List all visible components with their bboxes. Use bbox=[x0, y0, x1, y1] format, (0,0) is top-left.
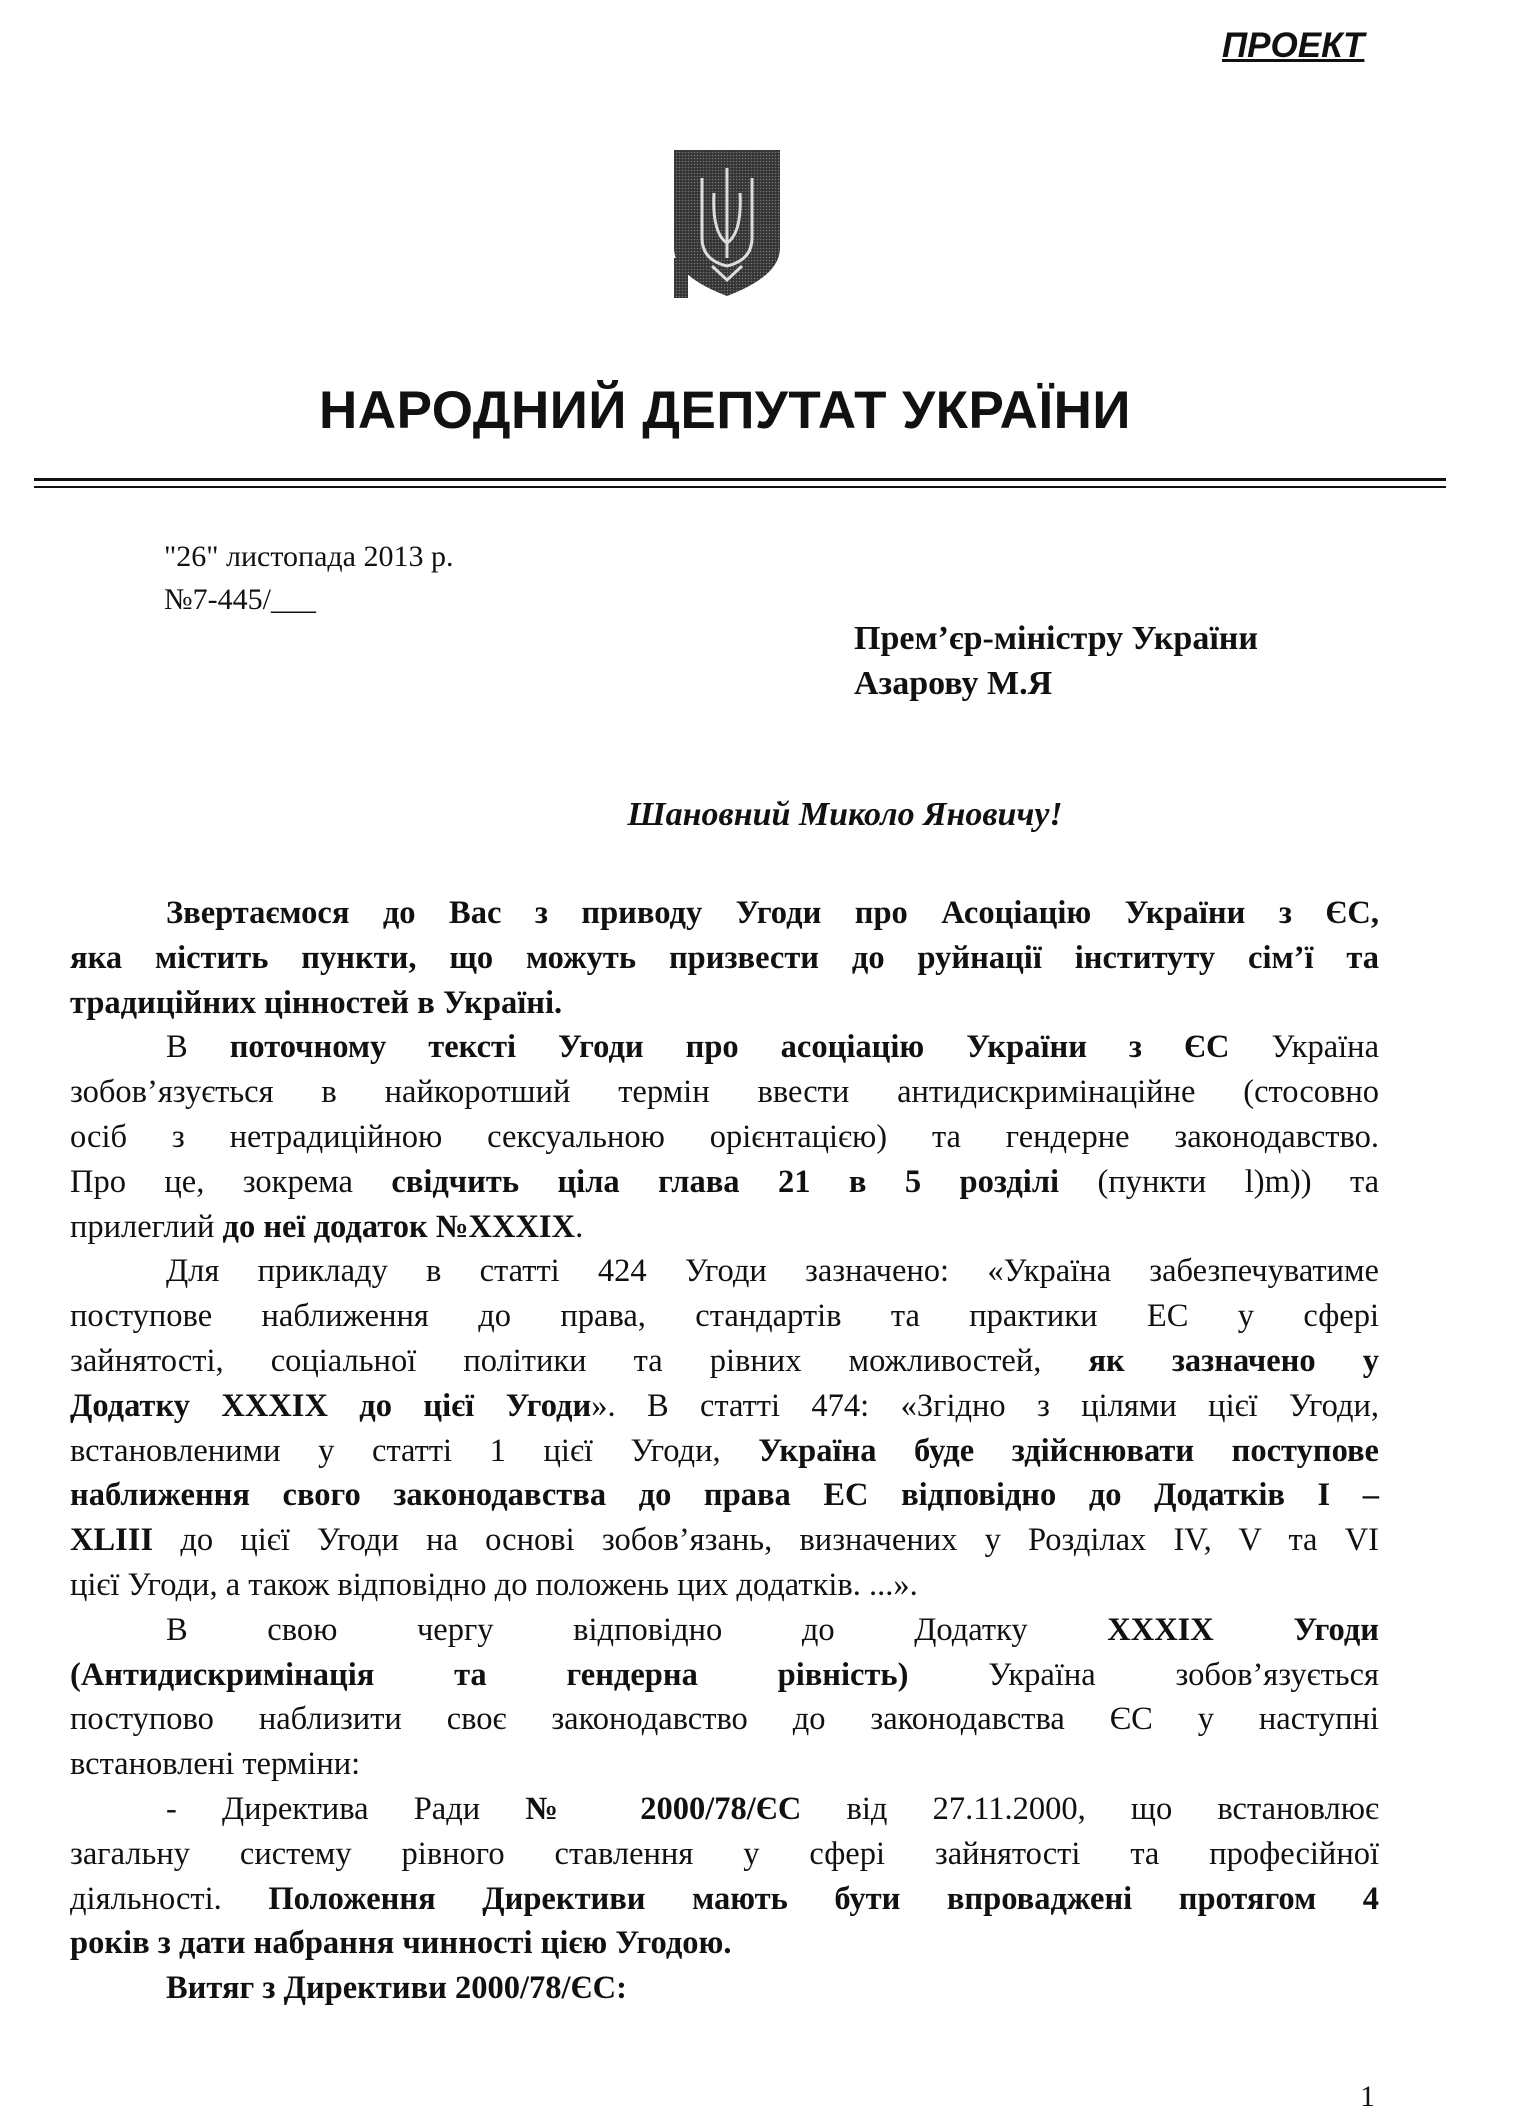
text: (пункти l)m)) та bbox=[1059, 1163, 1379, 1200]
bold-text: свідчить ціла глава 21 в 5 розділі bbox=[391, 1163, 1060, 1200]
addressee-name: Азарову М.Я bbox=[854, 665, 1053, 702]
paragraph-line bbox=[70, 1160, 1379, 1205]
text: до цієї Угоди на основі зобов’язань, визначених у Розділах IV, V та VI bbox=[153, 1522, 1379, 1559]
paragraph-line bbox=[70, 1877, 1379, 1922]
text: . bbox=[575, 1208, 584, 1245]
paragraph-line bbox=[70, 1966, 1379, 2011]
greeting: Шановний Миколо Яновичу! bbox=[627, 796, 1063, 833]
bold-text: поточному тексті Угоди про асоціацію України з ЄС bbox=[229, 1029, 1230, 1066]
bold-text: як зазначено у bbox=[1088, 1342, 1379, 1379]
letter-body bbox=[70, 891, 1379, 2011]
letter-date: "26" листопада 2013 р. bbox=[164, 540, 454, 573]
bold-text: Україна буде здійснювати поступове bbox=[758, 1432, 1379, 1469]
text: встановленими у статті 1 цієї Угоди, bbox=[70, 1432, 759, 1469]
text: поступово наблизити своє законодавство до законодавства ЄС у наступні bbox=[70, 1701, 1379, 1738]
bold-text: XLIII bbox=[70, 1522, 154, 1559]
text: загальну систему рівного ставлення у сфері зайнятості та професійної bbox=[70, 1835, 1379, 1872]
addressee-title: Прем’єр-міністру України bbox=[854, 620, 1258, 657]
paragraph-line bbox=[70, 1608, 1379, 1653]
paragraph-line bbox=[70, 1787, 1379, 1832]
paragraph-line bbox=[70, 936, 1379, 981]
bold-text: Додатку XXXIX до цієї Угоди bbox=[70, 1387, 592, 1424]
header-rule-thin bbox=[34, 486, 1446, 488]
text: встановлені терміни: bbox=[70, 1746, 361, 1783]
text: Україна зобов’язується bbox=[908, 1656, 1379, 1693]
bold-text: до неї додаток №XXXIX bbox=[222, 1208, 576, 1245]
paragraph-line bbox=[70, 1249, 1379, 1294]
draft-stamp: ПРОЕКТ bbox=[1222, 26, 1365, 65]
paragraph-line bbox=[70, 1294, 1379, 1339]
bold-text: XXXIX Угоди bbox=[1107, 1611, 1379, 1648]
bold-text: Звертаємося до Вас з приводу Угоди про Асоціацію України з ЄС, bbox=[166, 895, 1379, 931]
paragraph-line bbox=[70, 1921, 1379, 1966]
paragraph-line bbox=[70, 1742, 1379, 1787]
text: зайнятості, соціальної політики та рівних можливостей, bbox=[70, 1342, 1089, 1379]
bold-text: традиційних цінностей в Україні. bbox=[70, 984, 563, 1021]
paragraph-line bbox=[70, 1339, 1379, 1384]
paragraph-line bbox=[70, 981, 1379, 1026]
text: цієї Угоди, а також відповідно до положень цих додатків. ...». bbox=[70, 1566, 918, 1603]
paragraph-line bbox=[70, 1563, 1379, 1608]
text: В свою чергу відповідно до Додатку bbox=[166, 1611, 1108, 1648]
registration-number: №7-445/___ bbox=[164, 583, 316, 616]
bold-text: років з дати набрання чинності цією Угодою. bbox=[70, 1925, 732, 1962]
paragraph-line bbox=[70, 1070, 1379, 1115]
paragraph-line bbox=[70, 1025, 1379, 1070]
page-title: НАРОДНИЙ ДЕПУТАТ УКРАЇНИ bbox=[319, 381, 1131, 440]
paragraph-line bbox=[70, 1384, 1379, 1429]
text: прилеглий bbox=[70, 1208, 223, 1245]
text: поступове наближення до права, стандартів та практики ЕС у сфері bbox=[70, 1298, 1379, 1335]
bold-text: Положення Директиви мають бути впроваджені протягом 4 bbox=[268, 1880, 1379, 1917]
text: Україна bbox=[1229, 1029, 1379, 1066]
paragraph-line bbox=[70, 1115, 1379, 1160]
bold-text: наближення свого законодавства до права ЕС відповідно до Додатків І – bbox=[70, 1477, 1379, 1514]
text: Про це, зокрема bbox=[70, 1163, 392, 1200]
paragraph-line bbox=[70, 1653, 1379, 1698]
text: діяльності. bbox=[70, 1880, 269, 1917]
paragraph-line bbox=[70, 1473, 1379, 1518]
coat-of-arms-icon bbox=[672, 148, 782, 298]
text: осіб з нетрадиційною сексуальною орієнтацією) та гендерне законодавство. bbox=[70, 1118, 1379, 1155]
text: ». В статті 474: «Згідно з цілями цієї Угоди, bbox=[591, 1387, 1379, 1424]
paragraph-line bbox=[70, 1832, 1379, 1877]
paragraph-line bbox=[70, 1205, 1379, 1250]
bold-text: (Антидискримінація та гендерна рівність) bbox=[70, 1656, 909, 1693]
text: - Директива Ради bbox=[166, 1790, 526, 1827]
paragraph-line bbox=[70, 891, 1379, 936]
header-rule-thick bbox=[34, 478, 1446, 481]
paragraph-line bbox=[70, 1697, 1379, 1742]
bold-text: № 2000/78/ЄС bbox=[525, 1790, 802, 1827]
bold-text: Витяг з Директиви 2000/78/ЄС: bbox=[166, 1970, 627, 2007]
paragraph-line bbox=[70, 1429, 1379, 1474]
text: Для прикладу в статті 424 Угоди зазначено: «Україна забезпечуватиме bbox=[166, 1253, 1379, 1290]
text: від 27.11.2000, що встановлює bbox=[801, 1790, 1380, 1827]
page-number: 1 bbox=[1360, 2080, 1375, 2113]
bold-text: яка містить пункти, що можуть призвести до руйнації інституту сім’ї та bbox=[70, 939, 1379, 976]
text: зобов’язується в найкоротший термін ввести антидискримінаційне (стосовно bbox=[70, 1074, 1379, 1111]
text: В bbox=[166, 1029, 230, 1066]
paragraph-line bbox=[70, 1518, 1379, 1563]
